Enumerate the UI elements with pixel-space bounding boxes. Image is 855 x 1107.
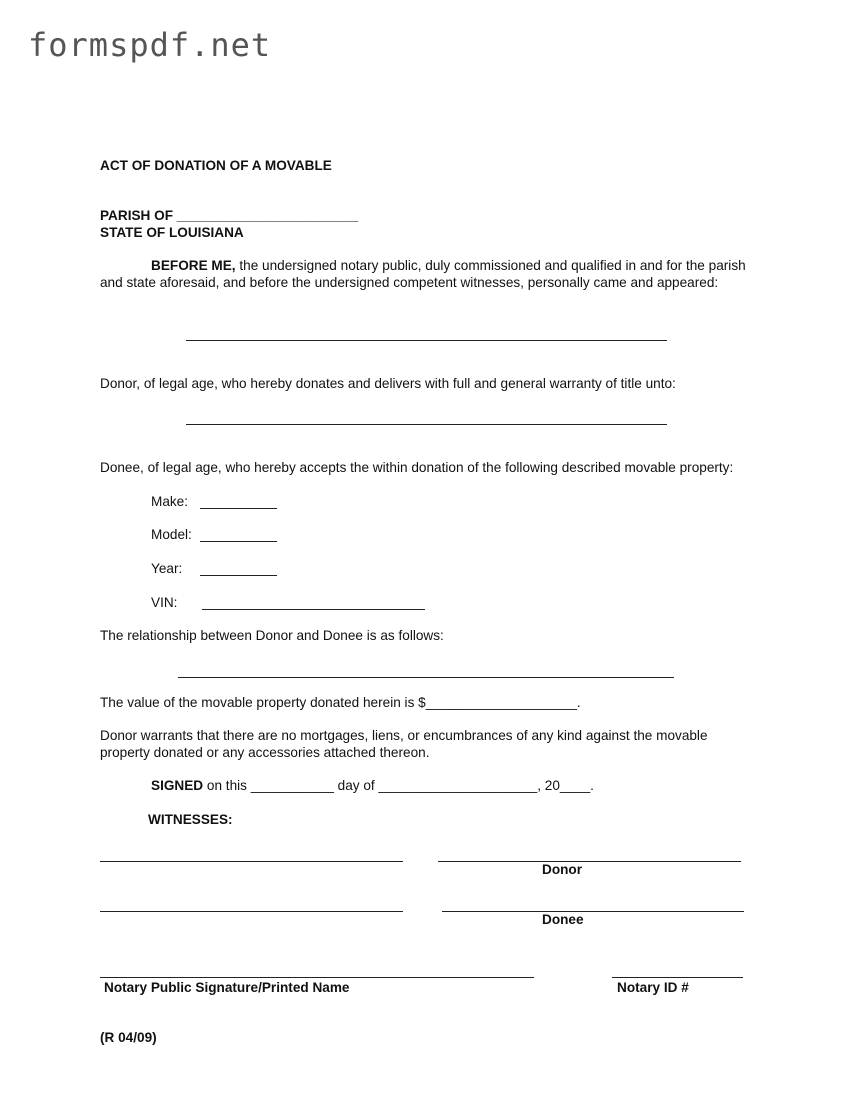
year-label: Year:: [151, 561, 183, 576]
donee-name-line[interactable]: [186, 424, 667, 425]
donee-label: Donee: [542, 912, 584, 927]
intro-lead: BEFORE ME,: [151, 258, 236, 273]
relationship-clause: The relationship between Donor and Donee is as follows:: [100, 628, 444, 643]
donor-signature-line[interactable]: [438, 861, 741, 862]
warranty-clause: Donor warrants that there are no mortgages, liens, or encumbrances of any kind against the movable property donated or any accessories attached thereon.: [100, 728, 708, 760]
witness-2-signature-line[interactable]: [100, 911, 403, 912]
model-label: Model:: [151, 527, 192, 542]
notary-signature-line[interactable]: [100, 977, 534, 978]
year-field[interactable]: [200, 575, 277, 576]
signed-line: [151, 777, 594, 794]
make-field[interactable]: [200, 508, 277, 509]
donor-clause: Donor, of legal age, who hereby donates and delivers with full and general warranty of title unto:: [100, 376, 676, 391]
state-line: STATE OF LOUISIANA: [100, 225, 244, 240]
donor-name-line[interactable]: [186, 340, 667, 341]
relationship-line[interactable]: [178, 677, 674, 678]
notary-label: Notary Public Signature/Printed Name: [104, 980, 350, 995]
witness-1-signature-line[interactable]: [100, 861, 403, 862]
notary-id-line[interactable]: [612, 977, 743, 978]
vin-label: VIN:: [151, 595, 178, 610]
donee-clause: Donee, of legal age, who hereby accepts the within donation of the following described movable property:: [100, 460, 734, 475]
watermark: formspdf.net: [28, 26, 272, 64]
signed-text: on this ___________ day of _____________________, 20____.: [203, 778, 594, 793]
donor-label: Donor: [542, 862, 583, 877]
intro-text: the undersigned notary public, duly commissioned and qualified in and for the parish and state aforesaid, and before the undersigned competent witnesses, personally came and appeared:: [100, 258, 746, 290]
revision-label: (R 04/09): [100, 1030, 157, 1045]
value-clause: The value of the movable property donated herein is $____________________.: [100, 695, 581, 710]
witnesses-heading: WITNESSES:: [148, 812, 233, 827]
make-label: Make:: [151, 494, 189, 509]
parish-line: PARISH OF ________________________: [100, 208, 359, 223]
notary-id-label: Notary ID #: [617, 980, 689, 995]
model-field[interactable]: [200, 541, 277, 542]
donee-signature-line[interactable]: [442, 911, 744, 912]
intro-paragraph: [100, 257, 750, 291]
signed-lead: SIGNED: [151, 778, 204, 793]
vin-field[interactable]: [202, 609, 425, 610]
document-title: ACT OF DONATION OF A MOVABLE: [100, 158, 332, 173]
